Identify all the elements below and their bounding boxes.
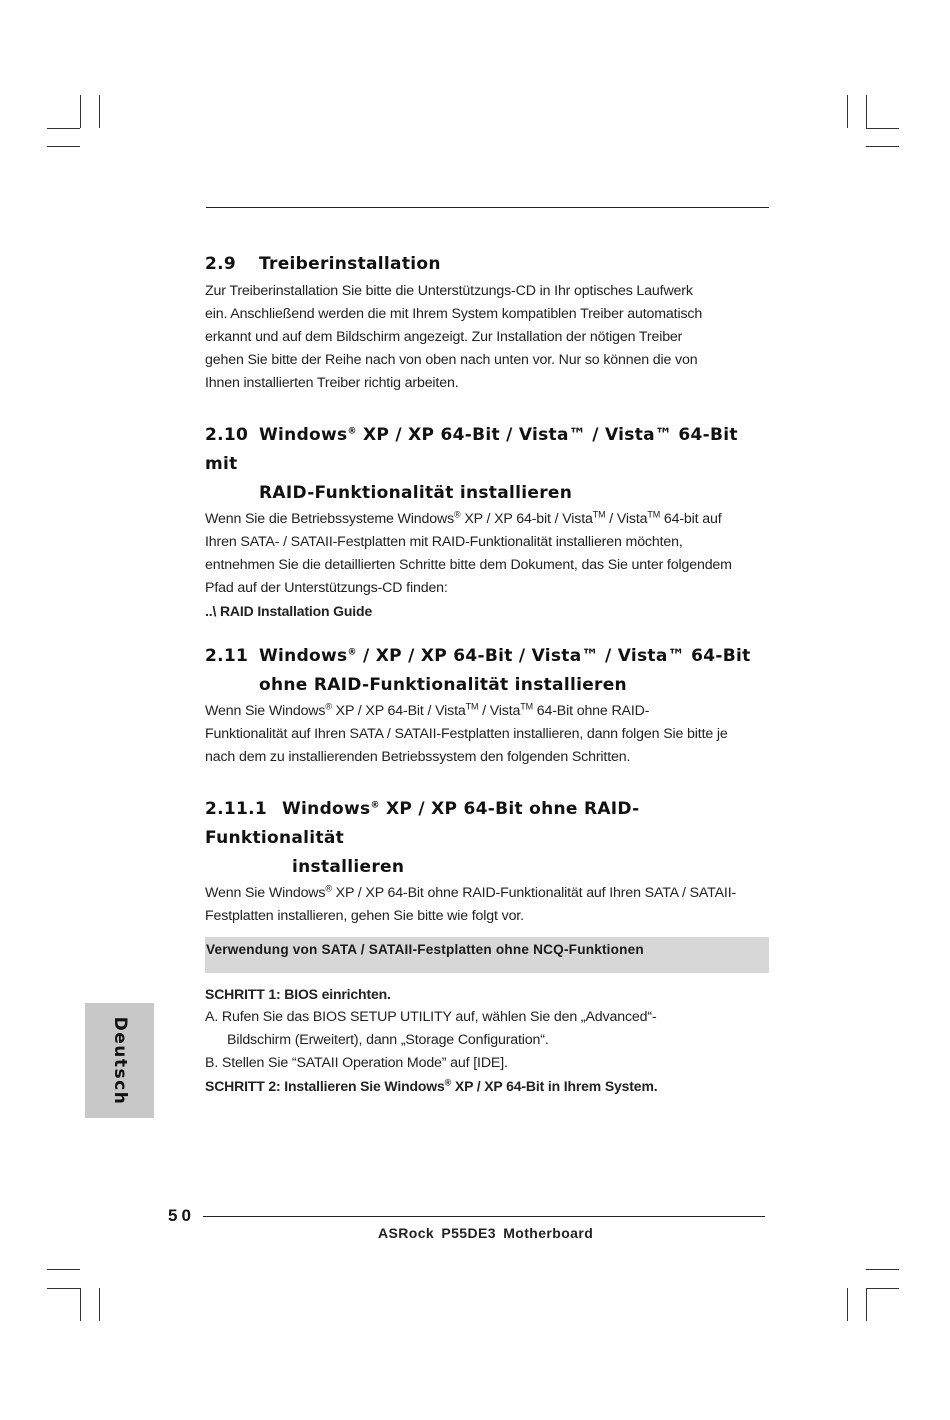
step-2-heading: [205, 1075, 769, 1098]
section-body-2-9: [205, 280, 769, 395]
crop-mark: [866, 128, 899, 129]
body-line: [205, 700, 769, 723]
trademark-mark: TM: [520, 701, 533, 712]
crop-mark: [47, 1269, 80, 1270]
steps: [205, 983, 769, 1098]
registered-mark: ®: [347, 647, 357, 658]
text-run: 64-Bit ohne RAID-: [532, 703, 650, 719]
registered-mark: ®: [370, 800, 380, 811]
registered-mark: ®: [444, 1077, 452, 1088]
page-number: 50: [168, 1206, 195, 1225]
step-1a-line: Bildschirm (Erweitert), dann „Storage Configuration“.: [227, 1032, 549, 1048]
body-line: ein. Anschließend werden die mit Ihrem System kompatiblen Treiber automatisch: [205, 306, 703, 322]
crop-mark: [866, 1269, 899, 1270]
text-run: / Vista: [478, 703, 521, 719]
text-run: Wenn Sie die Betriebssysteme Windows: [205, 511, 455, 527]
crop-mark: [47, 1288, 80, 1289]
body-line: Pfad auf der Unterstützungs-CD finden:: [205, 580, 448, 596]
crop-mark: [866, 146, 899, 147]
trademark-mark: TM: [592, 509, 606, 520]
registered-mark: ®: [347, 426, 357, 437]
text-run: XP / XP 64-Bit / Vista: [331, 703, 466, 719]
crop-mark: [847, 1288, 848, 1321]
crop-mark: [866, 95, 867, 128]
text-run: XP / XP 64-Bit ohne RAID-Funktionalität auf Ihren SATA / SATAII-: [331, 885, 737, 901]
crop-mark: [47, 146, 80, 147]
section-number: 2.9: [205, 254, 237, 274]
text-run: / Vista: [605, 511, 648, 527]
section-body-2-11-1: [205, 882, 769, 928]
language-tab: [85, 1003, 154, 1118]
step-1-heading: SCHRITT 1: BIOS einrichten.: [205, 986, 391, 1002]
crop-mark: [866, 1288, 867, 1321]
registered-mark: ®: [325, 701, 332, 712]
body-line: Festplatten installieren, gehen Sie bitte wie folgt vor.: [205, 908, 524, 924]
text-run: Wenn Sie Windows: [205, 885, 326, 901]
trademark-mark: TM: [465, 701, 479, 712]
text-run: Wenn Sie Windows: [205, 703, 326, 719]
body-line: gehen Sie bitte der Reihe nach von oben nach unten vor. Nur so können die von: [205, 352, 698, 368]
section-number: 2.11.1: [205, 799, 268, 819]
section-heading-2-9: [205, 250, 769, 279]
section-title-part: Windows: [282, 799, 371, 819]
body-line: erkannt und auf dem Bildschirm angezeigt. Zur Installation der nötigen Treiber: [205, 329, 683, 345]
section-number: 2.10: [205, 425, 249, 445]
section-title-line2: ohne RAID-Funktionalität installieren: [259, 675, 627, 695]
step-1b-line: B. Stellen Sie “SATAII Operation Mode” auf [IDE].: [205, 1055, 508, 1071]
section-heading-2-11: [205, 642, 769, 700]
crop-mark: [99, 95, 100, 128]
section-body-2-11: [205, 700, 769, 769]
section-title-line2: installieren: [292, 857, 405, 877]
crop-mark: [80, 1288, 81, 1321]
section-number: 2.11: [205, 646, 249, 666]
body-line: Ihnen installierten Treiber richtig arbeiten.: [205, 375, 459, 391]
body-line: [205, 882, 769, 905]
crop-mark: [80, 95, 81, 128]
registered-mark: ®: [454, 509, 461, 520]
text-run: 64-bit auf: [660, 511, 722, 527]
footer-title: ASRock P55DE3 Motherboard: [378, 1225, 594, 1241]
section-title-part: / XP / XP 64-Bit / Vista™ / Vista™ 64-Bit: [356, 646, 751, 666]
body-line: Ihren SATA- / SATAII-Festplatten mit RAID-Funktionalität installieren möchten,: [205, 534, 683, 550]
step-1a-line: A. Rufen Sie das BIOS SETUP UTILITY auf, wählen Sie den „Advanced“-: [205, 1009, 657, 1025]
footer-rule: [203, 1216, 765, 1217]
text-run: SCHRITT 2: Installieren Sie Windows: [205, 1078, 445, 1094]
section-title-line2: RAID-Funktionalität installieren: [259, 483, 573, 503]
section-title-part: XP / XP 64-Bit ohne RAID-Funktionalität: [205, 799, 640, 848]
text-run: XP / XP 64-bit / Vista: [460, 511, 593, 527]
body-line: [205, 508, 769, 531]
body-line: nach dem zu installierenden Betriebssystem den folgenden Schritten.: [205, 749, 631, 765]
crop-mark: [99, 1288, 100, 1321]
cd-path: ..\ RAID Installation Guide: [205, 603, 373, 619]
section-heading-2-11-1: [205, 795, 769, 882]
section-heading-2-10: [205, 421, 769, 508]
crop-mark: [866, 1288, 899, 1289]
section-title-part: XP / XP 64-Bit / Vista™ / Vista™ 64-Bit mit: [205, 425, 738, 474]
note-bar: Verwendung von SATA / SATAII-Festplatten ohne NCQ-Funktionen: [205, 937, 769, 973]
crop-mark: [847, 95, 848, 128]
text-run: XP / XP 64-Bit in Ihrem System.: [451, 1078, 658, 1094]
section-title-part: Windows: [259, 425, 348, 445]
section-title: Treiberinstallation: [259, 254, 441, 274]
body-line: entnehmen Sie die detaillierten Schritte bitte dem Dokument, das Sie unter folgendem: [205, 557, 732, 573]
section-body-2-10: [205, 508, 769, 623]
body-line: Zur Treiberinstallation Sie bitte die Unterstützungs-CD in Ihr optisches Laufwerk: [205, 283, 693, 299]
section-title-part: Windows: [259, 646, 348, 666]
page-content: [205, 250, 769, 1098]
registered-mark: ®: [325, 883, 332, 894]
header-rule: [206, 207, 769, 208]
language-tab-label: Deutsch: [109, 1016, 130, 1105]
crop-mark: [47, 128, 80, 129]
trademark-mark: TM: [647, 509, 661, 520]
body-line: Funktionalität auf Ihren SATA / SATAII-Festplatten installieren, dann folgen Sie bitte je: [205, 726, 728, 742]
